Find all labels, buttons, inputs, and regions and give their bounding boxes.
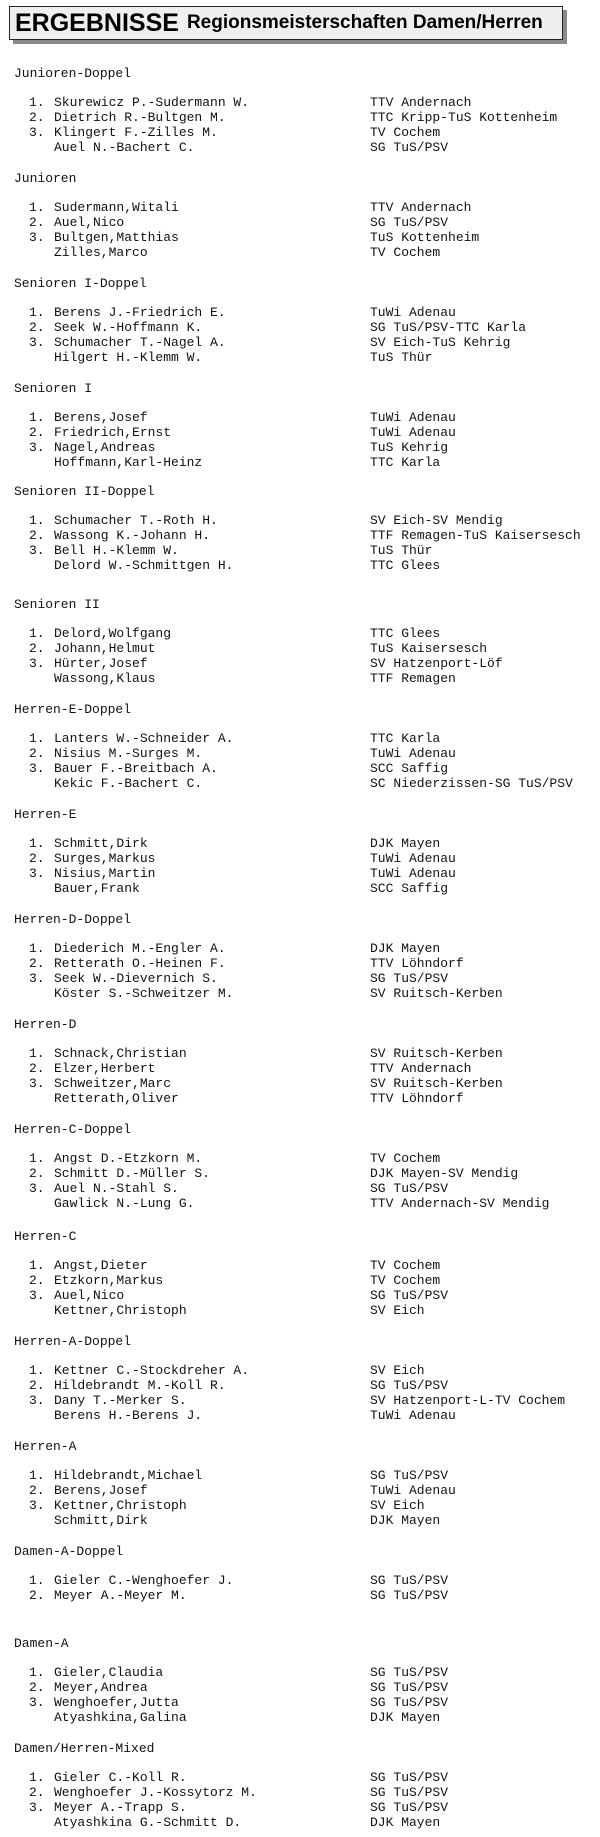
result-row [0, 350, 600, 365]
club-name: SG TuS/PSV [370, 1665, 449, 1680]
result-row [0, 230, 600, 245]
result-row [0, 1273, 600, 1288]
club-name: TuWi Adenau [370, 851, 456, 866]
result-rank: 3. [29, 1288, 45, 1303]
result-row [0, 1680, 600, 1695]
club-name: SG TuS/PSV [370, 1785, 449, 1800]
club-name: TTV Löhndorf [370, 1091, 464, 1106]
result-rank: 3. [29, 543, 45, 558]
result-row [0, 656, 600, 671]
result-row [0, 1815, 600, 1830]
result-rank: 3. [29, 230, 45, 245]
result-rank: 2. [29, 1061, 45, 1076]
player-name: Kettner,Christoph [54, 1498, 187, 1513]
club-name: SV Eich [370, 1303, 425, 1318]
result-rank: 1. [29, 513, 45, 528]
club-name: TV Cochem [370, 1151, 441, 1166]
player-name: Kettner C.-Stockdreher A. [54, 1363, 250, 1378]
player-name: Auel N.-Bachert C. [54, 140, 195, 155]
club-name: TuS Kottenheim [370, 230, 480, 245]
club-name: DJK Mayen [370, 1513, 441, 1528]
result-row [0, 1303, 600, 1318]
player-name: Schumacher T.-Nagel A. [54, 335, 226, 350]
result-rank: 2. [29, 215, 45, 230]
result-rank: 3. [29, 1800, 45, 1815]
club-name: TuWi Adenau [370, 305, 456, 320]
result-row [0, 671, 600, 686]
player-name: Angst,Dieter [54, 1258, 148, 1273]
section-title: Herren-C-Doppel [14, 1122, 132, 1137]
result-rank: 2. [29, 956, 45, 971]
result-rank: 1. [29, 1770, 45, 1785]
result-row [0, 558, 600, 573]
club-name: SV Ruitsch-Kerben [370, 1076, 503, 1091]
club-name: SV Ruitsch-Kerben [370, 986, 503, 1001]
result-rank: 3. [29, 1181, 45, 1196]
result-rank: 1. [29, 626, 45, 641]
player-name: Hürter,Josef [54, 656, 148, 671]
player-name: Bell H.-Klemm W. [54, 543, 179, 558]
club-name: SV Eich [370, 1363, 425, 1378]
club-name: TTC Karla [370, 455, 441, 470]
player-name: Berens,Josef [54, 1483, 148, 1498]
club-name: SCC Saffig [370, 761, 449, 776]
player-name: Schmitt,Dirk [54, 1513, 148, 1528]
player-name: Nisius,Martin [54, 866, 156, 881]
club-name: TTC Karla [370, 731, 441, 746]
player-name: Bauer,Frank [54, 881, 140, 896]
result-rank: 2. [29, 320, 45, 335]
club-name: SV Eich-SV Mendig [370, 513, 503, 528]
result-row [0, 425, 600, 440]
section-title: Damen/Herren-Mixed [14, 1741, 155, 1756]
club-name: TuWi Adenau [370, 1408, 456, 1423]
player-name: Schnack,Christian [54, 1046, 187, 1061]
club-name: SG TuS/PSV [370, 140, 449, 155]
club-name: TTF Remagen-TuS Kaisersesch [370, 528, 581, 543]
result-row [0, 455, 600, 470]
result-row [0, 1151, 600, 1166]
result-row [0, 305, 600, 320]
result-rank: 2. [29, 528, 45, 543]
player-name: Berens H.-Berens J. [54, 1408, 203, 1423]
result-row [0, 1196, 600, 1211]
section-title: Herren-A-Doppel [14, 1334, 132, 1349]
result-rank: 2. [29, 110, 45, 125]
player-name: Meyer A.-Meyer M. [54, 1588, 187, 1603]
player-name: Dietrich R.-Bultgen M. [54, 110, 226, 125]
result-rank: 2. [29, 1166, 45, 1181]
club-name: TV Cochem [370, 1258, 441, 1273]
player-name: Bauer F.-Breitbach A. [54, 761, 218, 776]
result-row [0, 1288, 600, 1303]
club-name: DJK Mayen [370, 836, 441, 851]
result-row [0, 866, 600, 881]
result-rank: 3. [29, 971, 45, 986]
player-name: Delord,Wolfgang [54, 626, 172, 641]
club-name: TuWi Adenau [370, 746, 456, 761]
player-name: Bultgen,Matthias [54, 230, 179, 245]
player-name: Etzkorn,Markus [54, 1273, 164, 1288]
player-name: Nisius M.-Surges M. [54, 746, 203, 761]
player-name: Auel N.-Stahl S. [54, 1181, 179, 1196]
result-rank: 3. [29, 1393, 45, 1408]
player-name: Zilles,Marco [54, 245, 148, 260]
section-title: Senioren I-Doppel [14, 276, 147, 291]
result-row [0, 941, 600, 956]
result-row [0, 320, 600, 335]
result-row [0, 200, 600, 215]
result-rank: 1. [29, 95, 45, 110]
result-row [0, 1258, 600, 1273]
player-name: Hilgert H.-Klemm W. [54, 350, 203, 365]
club-name: TTV Andernach [370, 1061, 472, 1076]
result-row [0, 986, 600, 1001]
result-rank: 1. [29, 410, 45, 425]
club-name: TTV Andernach [370, 200, 472, 215]
result-rank: 1. [29, 836, 45, 851]
player-name: Köster S.-Schweitzer M. [54, 986, 234, 1001]
result-rank: 2. [29, 1273, 45, 1288]
result-row [0, 1408, 600, 1423]
club-name: DJK Mayen [370, 941, 441, 956]
result-row [0, 776, 600, 791]
result-row [0, 1393, 600, 1408]
result-row [0, 1181, 600, 1196]
club-name: DJK Mayen-SV Mendig [370, 1166, 519, 1181]
result-rank: 2. [29, 1378, 45, 1393]
result-row [0, 1498, 600, 1513]
section-title: Senioren II [14, 597, 100, 612]
result-rank: 2. [29, 1483, 45, 1498]
club-name: TV Cochem [370, 1273, 441, 1288]
club-name: TuS Thür [370, 543, 433, 558]
result-rank: 3. [29, 761, 45, 776]
player-name: Wassong,Klaus [54, 671, 156, 686]
result-row [0, 1800, 600, 1815]
result-row [0, 513, 600, 528]
player-name: Meyer,Andrea [54, 1680, 148, 1695]
player-name: Kekic F.-Bachert C. [54, 776, 203, 791]
section-title: Herren-D-Doppel [14, 912, 132, 927]
result-rank: 1. [29, 1468, 45, 1483]
result-row [0, 1061, 600, 1076]
result-rank: 1. [29, 305, 45, 320]
club-name: TTV Löhndorf [370, 956, 464, 971]
player-name: Berens J.-Friedrich E. [54, 305, 226, 320]
result-rank: 3. [29, 656, 45, 671]
club-name: TuWi Adenau [370, 410, 456, 425]
section-title: Senioren II-Doppel [14, 484, 155, 499]
result-row [0, 851, 600, 866]
club-name: TTV Andernach-SV Mendig [370, 1196, 550, 1211]
result-row [0, 410, 600, 425]
section-title: Damen-A-Doppel [14, 1544, 124, 1559]
player-name: Delord W.-Schmittgen H. [54, 558, 234, 573]
result-row [0, 1695, 600, 1710]
result-row [0, 1091, 600, 1106]
page-subtitle: Regionsmeisterschaften Damen/Herren [186, 12, 543, 33]
result-rank: 3. [29, 1076, 45, 1091]
result-rank: 1. [29, 1363, 45, 1378]
club-name: SV Hatzenport-L-TV Cochem [370, 1393, 566, 1408]
club-name: TV Cochem [370, 245, 441, 260]
player-name: Atyashkina,Galina [54, 1710, 187, 1725]
player-name: Meyer A.-Trapp S. [54, 1800, 187, 1815]
player-name: Auel,Nico [54, 215, 125, 230]
club-name: TTC Glees [370, 558, 441, 573]
result-row [0, 110, 600, 125]
club-name: TuWi Adenau [370, 425, 456, 440]
club-name: SG TuS/PSV [370, 1468, 449, 1483]
result-row [0, 1046, 600, 1061]
club-name: SG TuS/PSV [370, 1573, 449, 1588]
result-row [0, 1513, 600, 1528]
player-name: Sudermann,Witali [54, 200, 179, 215]
player-name: Wenghoefer J.-Kossytorz M. [54, 1785, 257, 1800]
player-name: Atyashkina G.-Schmitt D. [54, 1815, 242, 1830]
club-name: SG TuS/PSV [370, 1680, 449, 1695]
result-row [0, 1770, 600, 1785]
result-row [0, 641, 600, 656]
club-name: TuWi Adenau [370, 1483, 456, 1498]
result-rank: 2. [29, 746, 45, 761]
result-rank: 1. [29, 1573, 45, 1588]
club-name: TuWi Adenau [370, 866, 456, 881]
player-name: Lanters W.-Schneider A. [54, 731, 234, 746]
player-name: Gieler C.-Koll R. [54, 1770, 187, 1785]
club-name: SG TuS/PSV [370, 1770, 449, 1785]
result-rank: 2. [29, 425, 45, 440]
player-name: Klingert F.-Zilles M. [54, 125, 218, 140]
result-row [0, 245, 600, 260]
player-name: Surges,Markus [54, 851, 156, 866]
result-rank: 1. [29, 200, 45, 215]
result-row [0, 836, 600, 851]
section-title: Herren-E-Doppel [14, 702, 132, 717]
result-row [0, 215, 600, 230]
result-rank: 3. [29, 335, 45, 350]
club-name: TuS Thür [370, 350, 433, 365]
page-title: ERGEBNISSE [15, 8, 179, 37]
club-name: SG TuS/PSV [370, 1181, 449, 1196]
result-rank: 1. [29, 1046, 45, 1061]
player-name: Diederich M.-Engler A. [54, 941, 226, 956]
section-title: Senioren I [14, 381, 93, 396]
result-rank: 3. [29, 866, 45, 881]
result-rank: 1. [29, 1258, 45, 1273]
result-row [0, 140, 600, 155]
result-rank: 2. [29, 1785, 45, 1800]
result-row [0, 971, 600, 986]
club-name: TTF Remagen [370, 671, 456, 686]
club-name: SC Niederzissen-SG TuS/PSV [370, 776, 573, 791]
section-title: Junioren [14, 171, 77, 186]
result-row [0, 1588, 600, 1603]
player-name: Skurewicz P.-Sudermann W. [54, 95, 250, 110]
result-rank: 1. [29, 941, 45, 956]
club-name: SV Hatzenport-Löf [370, 656, 503, 671]
section-title: Damen-A [14, 1636, 69, 1651]
result-rank: 2. [29, 1680, 45, 1695]
club-name: SG TuS/PSV [370, 971, 449, 986]
player-name: Gieler,Claudia [54, 1665, 164, 1680]
player-name: Dany T.-Merker S. [54, 1393, 187, 1408]
result-row [0, 626, 600, 641]
player-name: Johann,Helmut [54, 641, 156, 656]
section-title: Junioren-Doppel [14, 66, 132, 81]
result-rank: 1. [29, 1151, 45, 1166]
club-name: SG TuS/PSV-TTC Karla [370, 320, 527, 335]
result-row [0, 1166, 600, 1181]
player-name: Elzer,Herbert [54, 1061, 156, 1076]
section-title: Herren-E [14, 807, 77, 822]
club-name: TuS Kehrig [370, 440, 449, 455]
result-rank: 1. [29, 1665, 45, 1680]
result-row [0, 1665, 600, 1680]
result-row [0, 95, 600, 110]
result-row [0, 125, 600, 140]
player-name: Schmitt D.-Müller S. [54, 1166, 211, 1181]
result-rank: 1. [29, 731, 45, 746]
player-name: Wassong K.-Johann H. [54, 528, 211, 543]
player-name: Gieler C.-Wenghoefer J. [54, 1573, 234, 1588]
result-row [0, 881, 600, 896]
player-name: Nagel,Andreas [54, 440, 156, 455]
result-row [0, 1573, 600, 1588]
club-name: SG TuS/PSV [370, 1288, 449, 1303]
player-name: Hoffmann,Karl-Heinz [54, 455, 203, 470]
result-row [0, 1378, 600, 1393]
result-row [0, 1363, 600, 1378]
club-name: SG TuS/PSV [370, 1800, 449, 1815]
result-row [0, 335, 600, 350]
club-name: DJK Mayen [370, 1710, 441, 1725]
club-name: TTC Glees [370, 626, 441, 641]
club-name: SV Eich-TuS Kehrig [370, 335, 511, 350]
result-rank: 3. [29, 1498, 45, 1513]
club-name: SCC Saffig [370, 881, 449, 896]
result-row [0, 761, 600, 776]
player-name: Retterath O.-Heinen F. [54, 956, 226, 971]
player-name: Kettner,Christoph [54, 1303, 187, 1318]
club-name: TV Cochem [370, 125, 441, 140]
player-name: Hildebrandt M.-Koll R. [54, 1378, 226, 1393]
player-name: Hildebrandt,Michael [54, 1468, 203, 1483]
result-rank: 2. [29, 1588, 45, 1603]
club-name: SV Ruitsch-Kerben [370, 1046, 503, 1061]
club-name: SG TuS/PSV [370, 1588, 449, 1603]
club-name: TTV Andernach [370, 95, 472, 110]
player-name: Angst D.-Etzkorn M. [54, 1151, 203, 1166]
result-row [0, 1468, 600, 1483]
club-name: SV Eich [370, 1498, 425, 1513]
club-name: SG TuS/PSV [370, 1695, 449, 1710]
club-name: SG TuS/PSV [370, 215, 449, 230]
player-name: Seek W.-Dievernich S. [54, 971, 218, 986]
result-row [0, 731, 600, 746]
player-name: Schweitzer,Marc [54, 1076, 172, 1091]
result-row [0, 440, 600, 455]
player-name: Friedrich,Ernst [54, 425, 172, 440]
result-row [0, 1483, 600, 1498]
result-rank: 2. [29, 641, 45, 656]
result-rank: 3. [29, 125, 45, 140]
player-name: Seek W.-Hoffmann K. [54, 320, 203, 335]
result-rank: 3. [29, 1695, 45, 1710]
player-name: Auel,Nico [54, 1288, 125, 1303]
club-name: TuS Kaisersesch [370, 641, 488, 656]
club-name: DJK Mayen [370, 1815, 441, 1830]
club-name: SG TuS/PSV [370, 1378, 449, 1393]
section-title: Herren-D [14, 1017, 77, 1032]
result-row [0, 528, 600, 543]
result-row [0, 1076, 600, 1091]
player-name: Berens,Josef [54, 410, 148, 425]
club-name: TTC Kripp-TuS Kottenheim [370, 110, 558, 125]
section-title: Herren-C [14, 1229, 77, 1244]
player-name: Schumacher T.-Roth H. [54, 513, 218, 528]
result-row [0, 746, 600, 761]
player-name: Wenghoefer,Jutta [54, 1695, 179, 1710]
result-row [0, 1710, 600, 1725]
result-row [0, 543, 600, 558]
result-rank: 2. [29, 851, 45, 866]
player-name: Gawlick N.-Lung G. [54, 1196, 195, 1211]
player-name: Schmitt,Dirk [54, 836, 148, 851]
result-rank: 3. [29, 440, 45, 455]
result-row [0, 956, 600, 971]
player-name: Retterath,Oliver [54, 1091, 179, 1106]
result-row [0, 1785, 600, 1800]
section-title: Herren-A [14, 1439, 77, 1454]
